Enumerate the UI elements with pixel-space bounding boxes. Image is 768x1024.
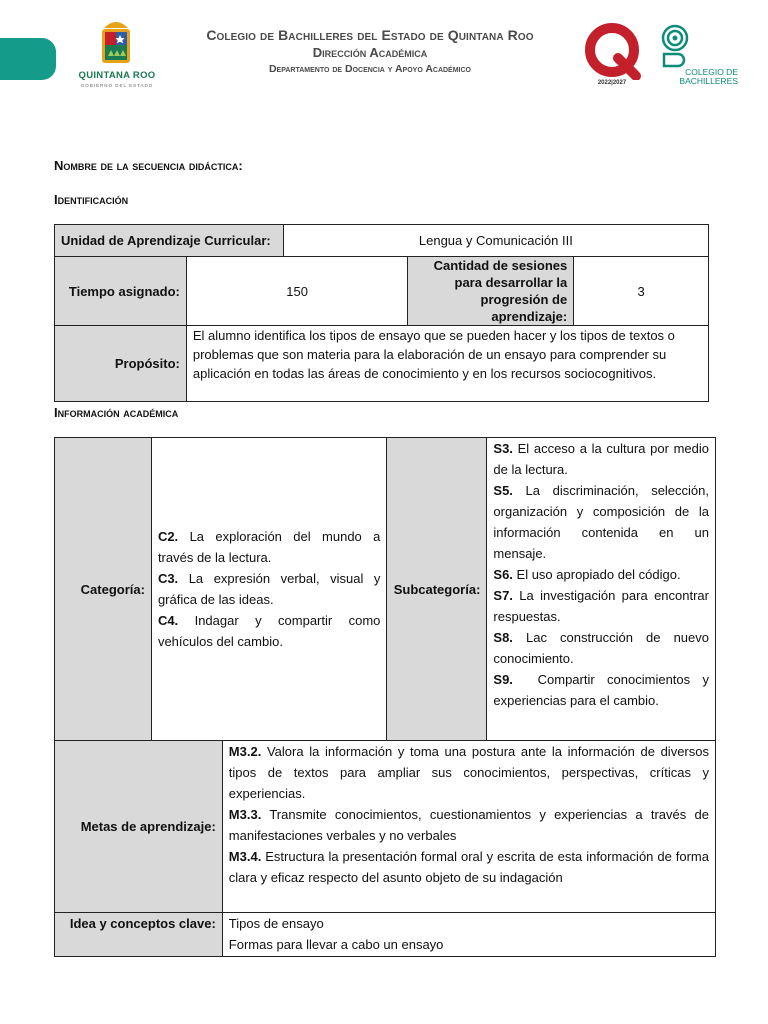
purpose-value: El alumno identifica los tipos de ensayo que se pueden hacer y los tipos de textos o problemas que son materia para la elaboración de un ensayo para comprender su aplicación en todas las áreas de conocimiento y en los recursos sociocognitivos.: [186, 326, 708, 402]
institution-subtitle: Dirección Académica: [312, 45, 428, 60]
concept-item: Tipos de ensayo: [228, 916, 324, 931]
category-item: C3. La expresión verbal, visual y gráfica de las ideas.: [157, 571, 381, 607]
header-titles: [170, 27, 570, 75]
subcategory-label: Subcategoría:: [387, 438, 487, 741]
subcategory-item: S8. Lac construcción de nuevo conocimiento.: [493, 630, 709, 666]
colegio-bachilleres-logo: [656, 24, 738, 90]
goal-item: M3.4. Estructura la presentación formal oral y escrita de esta información de forma clara y eficaz respecto del asunto objeto de su indagación: [228, 849, 709, 885]
quintana-roo-logo-subtext: GOBIERNO DEL ESTADO: [80, 83, 154, 88]
goals-label: Metas de aprendizaje:: [55, 741, 223, 913]
subcategory-item: S9. Compartir conocimientos y experiencias para el cambio.: [493, 672, 713, 708]
category-item: C2. La exploración del mundo a través de la lectura.: [157, 529, 381, 565]
q-2022-2027-logo: [578, 22, 646, 92]
q-logo-icon: [578, 22, 646, 80]
institution-title: Colegio de Bachilleres del Estado de Quintana Roo: [206, 27, 534, 43]
subcategory-item: S6. El uso apropiado del código.: [493, 567, 681, 582]
time-value: 150: [186, 257, 408, 326]
subcategory-list: [487, 438, 716, 741]
subcategory-item: S3. El acceso a la cultura por medio de la lectura.: [493, 441, 709, 477]
q-logo-years: 2022|2027: [597, 80, 627, 86]
concepts-list: [222, 913, 715, 957]
category-item: C4. Indagar y compartir como vehículos del cambio.: [157, 613, 381, 649]
identification-title: Identificación: [54, 192, 129, 207]
quintana-roo-logo: [72, 20, 162, 90]
unit-value: Lengua y Comunicación III: [283, 225, 708, 257]
goal-item: M3.2. Valora la información y toma una postura ante la información de diversos tipos de textos para ampliar sus conocimientos, perspectivas, críticas y experiencias.: [228, 744, 709, 801]
cb-logo-icon: [660, 24, 690, 68]
category-label: Categoría:: [55, 438, 152, 741]
academic-table: [54, 437, 716, 957]
coat-of-arms-icon: [96, 20, 136, 70]
goals-list: [222, 741, 715, 913]
time-label: Tiempo asignado:: [55, 257, 187, 326]
concepts-label: Idea y conceptos clave:: [55, 913, 223, 957]
header-teal-tab: [0, 38, 56, 80]
sessions-label: Cantidad de sesiones para desarrollar la progresión de aprendizaje:: [408, 257, 574, 326]
subcategory-item: S5. La discriminación, selección, organización y composición de la información contenida en un mensaje.: [493, 483, 709, 561]
department-title: Departamento de Docencia y Apoyo Académico: [268, 63, 472, 75]
concept-item: Formas para llevar a cabo un ensayo: [228, 937, 444, 952]
goal-item: M3.3. Transmite conocimientos, cuestionamientos y experiencias a través de manifestaciones verbales y no verbales: [228, 807, 709, 843]
subcategory-item: S7. La investigación para encontrar respuestas.: [493, 588, 709, 624]
quintana-roo-logo-text: QUINTANA ROO: [78, 70, 156, 81]
academic-info-title: Información académica: [54, 405, 179, 420]
unit-label: Unidad de Aprendizaje Curricular:: [55, 225, 284, 257]
cb-logo-text-line1: COLEGIO DE: [685, 67, 738, 77]
category-list: [151, 438, 386, 741]
cb-logo-text: [656, 68, 738, 86]
purpose-label: Propósito:: [55, 326, 187, 402]
sessions-value: 3: [574, 257, 709, 326]
cb-logo-text-line2: BACHILLERES: [679, 76, 738, 86]
identification-table: [54, 224, 709, 402]
sequence-name-label: Nombre de la secuencia didáctica:: [54, 158, 243, 173]
